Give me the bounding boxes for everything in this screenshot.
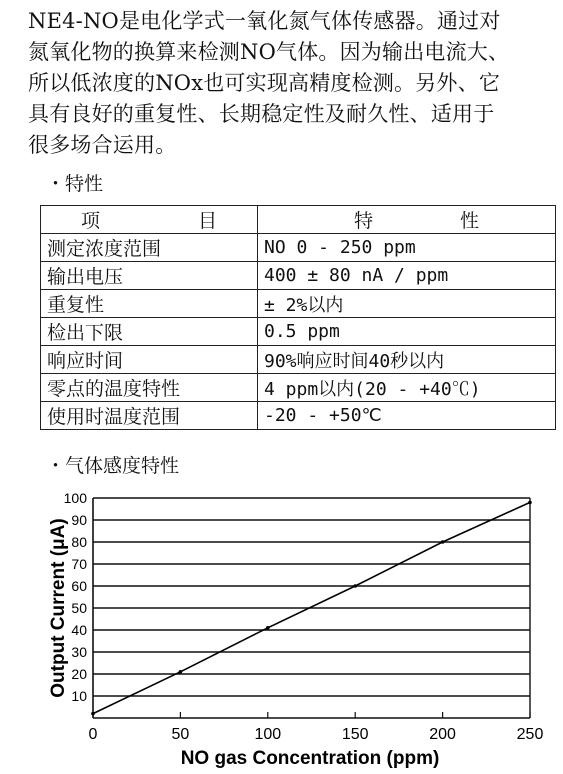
table-row: [41, 346, 556, 374]
intro-line: 很多场合运用。: [28, 133, 177, 157]
y-tick-label: 10: [71, 688, 87, 704]
x-tick-label: 250: [516, 726, 544, 743]
x-axis-label: NO gas Concentration (ppm): [180, 748, 440, 769]
spec-item: 检出下限: [41, 318, 258, 346]
x-tick-label: 150: [341, 726, 369, 743]
chart-section-title: ・气体感度特性: [46, 455, 180, 477]
header-item: [41, 206, 258, 234]
y-tick-label: 60: [71, 578, 87, 594]
spec-item: 重复性: [41, 290, 258, 318]
header-value-char: 性: [459, 210, 479, 232]
header-value-char: 特: [354, 210, 374, 232]
data-point: [91, 712, 95, 716]
x-tick-label: 0: [88, 726, 98, 743]
spec-value: 90%响应时间40秒以内: [258, 346, 556, 374]
spec-value: NO 0 - 250 ppm: [258, 234, 556, 262]
y-tick-label: 100: [63, 490, 87, 506]
spec-value: ± 2%以内: [258, 290, 556, 318]
y-tick-label: 40: [71, 622, 87, 638]
spec-value: 0.5 ppm: [258, 318, 556, 346]
header-item-char: 项: [81, 210, 101, 232]
y-tick-label: 70: [71, 556, 87, 572]
spec-item: 测定浓度范围: [41, 234, 258, 262]
table-row: [41, 234, 556, 262]
data-point: [528, 501, 532, 505]
spec-item: 响应时间: [41, 346, 258, 374]
header-item-char: 目: [197, 210, 217, 232]
x-tick-label: 50: [171, 726, 190, 743]
table-row: [41, 374, 556, 402]
sensitivity-chart: [0, 480, 563, 774]
spec-section-title: ・特性: [46, 173, 104, 195]
x-tick-label: 100: [254, 726, 282, 743]
intro-line: 氮氧化物的换算来检测NO气体。因为输出电流大、: [28, 40, 510, 64]
spec-item: 零点的温度特性: [41, 374, 258, 402]
x-tick-label: 200: [429, 726, 456, 743]
data-point: [353, 584, 357, 588]
intro-paragraph: [16, 6, 556, 161]
spec-table: [40, 205, 556, 430]
spec-value: -20 - +50℃: [258, 402, 556, 430]
spec-value: 400 ± 80 nA / ppm: [258, 262, 556, 290]
y-tick-label: 80: [71, 534, 87, 550]
intro-line: 具有良好的重复性、长期稳定性及耐久性、适用于: [28, 102, 495, 126]
y-tick-label: 90: [71, 512, 87, 528]
table-row: [41, 262, 556, 290]
table-row: [41, 318, 556, 346]
data-point: [441, 540, 445, 544]
data-point: [179, 670, 183, 674]
y-tick-label: 30: [71, 644, 87, 660]
spec-item: 使用时温度范围: [41, 402, 258, 430]
header-value: [258, 206, 556, 234]
spec-value: 4 ppm以内(20 - +40℃): [258, 374, 556, 402]
intro-line: NE4-NO是电化学式一氧化氮气体传感器。通过对: [28, 9, 501, 33]
spec-item: 输出电压: [41, 262, 258, 290]
y-tick-label: 50: [71, 600, 87, 616]
y-tick-label: 20: [71, 666, 87, 682]
intro-line: 所以低浓度的NOx也可实现高精度检测。另外、它: [28, 71, 501, 95]
data-point: [266, 626, 270, 630]
y-axis-label: Output Current (μA): [48, 518, 69, 698]
table-row: [41, 290, 556, 318]
table-row: [41, 402, 556, 430]
spec-table-header: [41, 206, 556, 234]
